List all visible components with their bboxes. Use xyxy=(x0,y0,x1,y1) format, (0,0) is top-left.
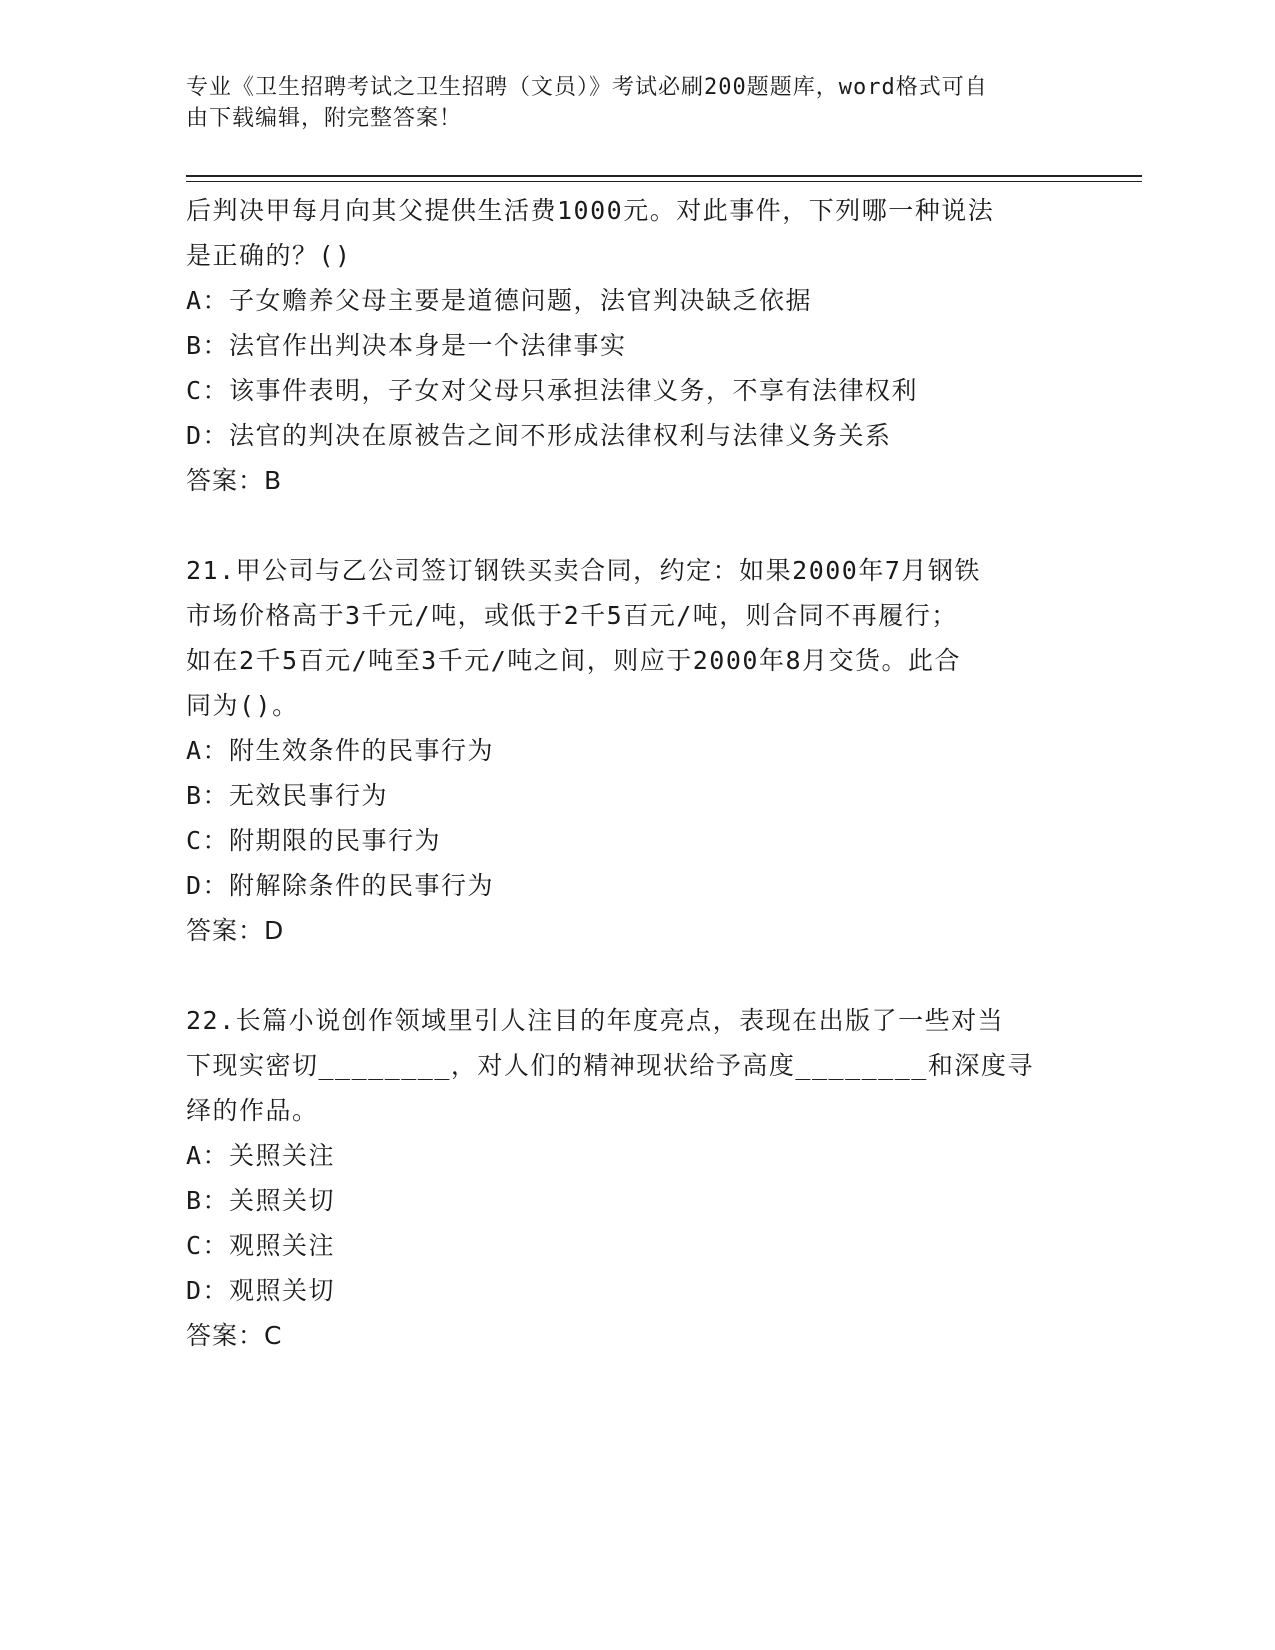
document-header xyxy=(186,72,1066,134)
answer: 答案：C xyxy=(186,1321,283,1350)
option-c: C：该事件表明，子女对父母只承担法律义务，不享有法律权利 xyxy=(186,376,919,405)
question-20 xyxy=(186,188,1066,503)
question-stem-line: 后判决甲每月向其父提供生活费1000元。对此事件，下列哪一种说法 xyxy=(186,196,995,225)
question-stem-line: 如在2千5百元/吨至3千元/吨之间，则应于2000年8月交货。此合 xyxy=(186,646,962,675)
question-stem-line: 市场价格高于3千元/吨，或低于2千5百元/吨，则合同不再履行； xyxy=(186,601,958,630)
question-22 xyxy=(186,998,1066,1358)
option-c: C：观照关注 xyxy=(186,1231,336,1260)
document-body xyxy=(186,188,1066,1358)
answer: 答案：D xyxy=(186,916,285,945)
option-d: D：附解除条件的民事行为 xyxy=(186,871,495,900)
option-b: B：法官作出判决本身是一个法律事实 xyxy=(186,331,627,360)
question-stem-line: 21.甲公司与乙公司签订钢铁买卖合同，约定：如果2000年7月钢铁 xyxy=(186,556,981,585)
option-a: A：附生效条件的民事行为 xyxy=(186,736,495,765)
question-stem-line: 同为()。 xyxy=(186,691,299,720)
spacer xyxy=(186,503,1066,548)
answer: 答案：B xyxy=(186,466,283,495)
question-stem-line: 22.长篇小说创作领域里引人注目的年度亮点，表现在出版了一些对当 xyxy=(186,1006,1005,1035)
question-stem-line: 是正确的？() xyxy=(186,241,352,270)
header-line-1: 专业《卫生招聘考试之卫生招聘（文员）》考试必刷200题题库，word格式可自 xyxy=(186,75,988,100)
option-c: C：附期限的民事行为 xyxy=(186,826,442,855)
question-stem-line: 绎的作品。 xyxy=(186,1096,319,1125)
option-d: D：观照关切 xyxy=(186,1276,336,1305)
option-b: B：关照关切 xyxy=(186,1186,336,1215)
spacer xyxy=(186,953,1066,998)
header-line-2: 由下载编辑，附完整答案！ xyxy=(186,106,463,131)
question-stem-line: 下现实密切________，对人们的精神现状给予高度________和深度寻 xyxy=(186,1051,1034,1080)
header-divider-thick xyxy=(186,175,1142,177)
header-divider-thin xyxy=(186,181,1142,182)
option-a: A：关照关注 xyxy=(186,1141,336,1170)
question-21 xyxy=(186,548,1066,953)
option-b: B：无效民事行为 xyxy=(186,781,389,810)
option-d: D：法官的判决在原被告之间不形成法律权利与法律义务关系 xyxy=(186,421,892,450)
option-a: A：子女赡养父母主要是道德问题，法官判决缺乏依据 xyxy=(186,286,813,315)
